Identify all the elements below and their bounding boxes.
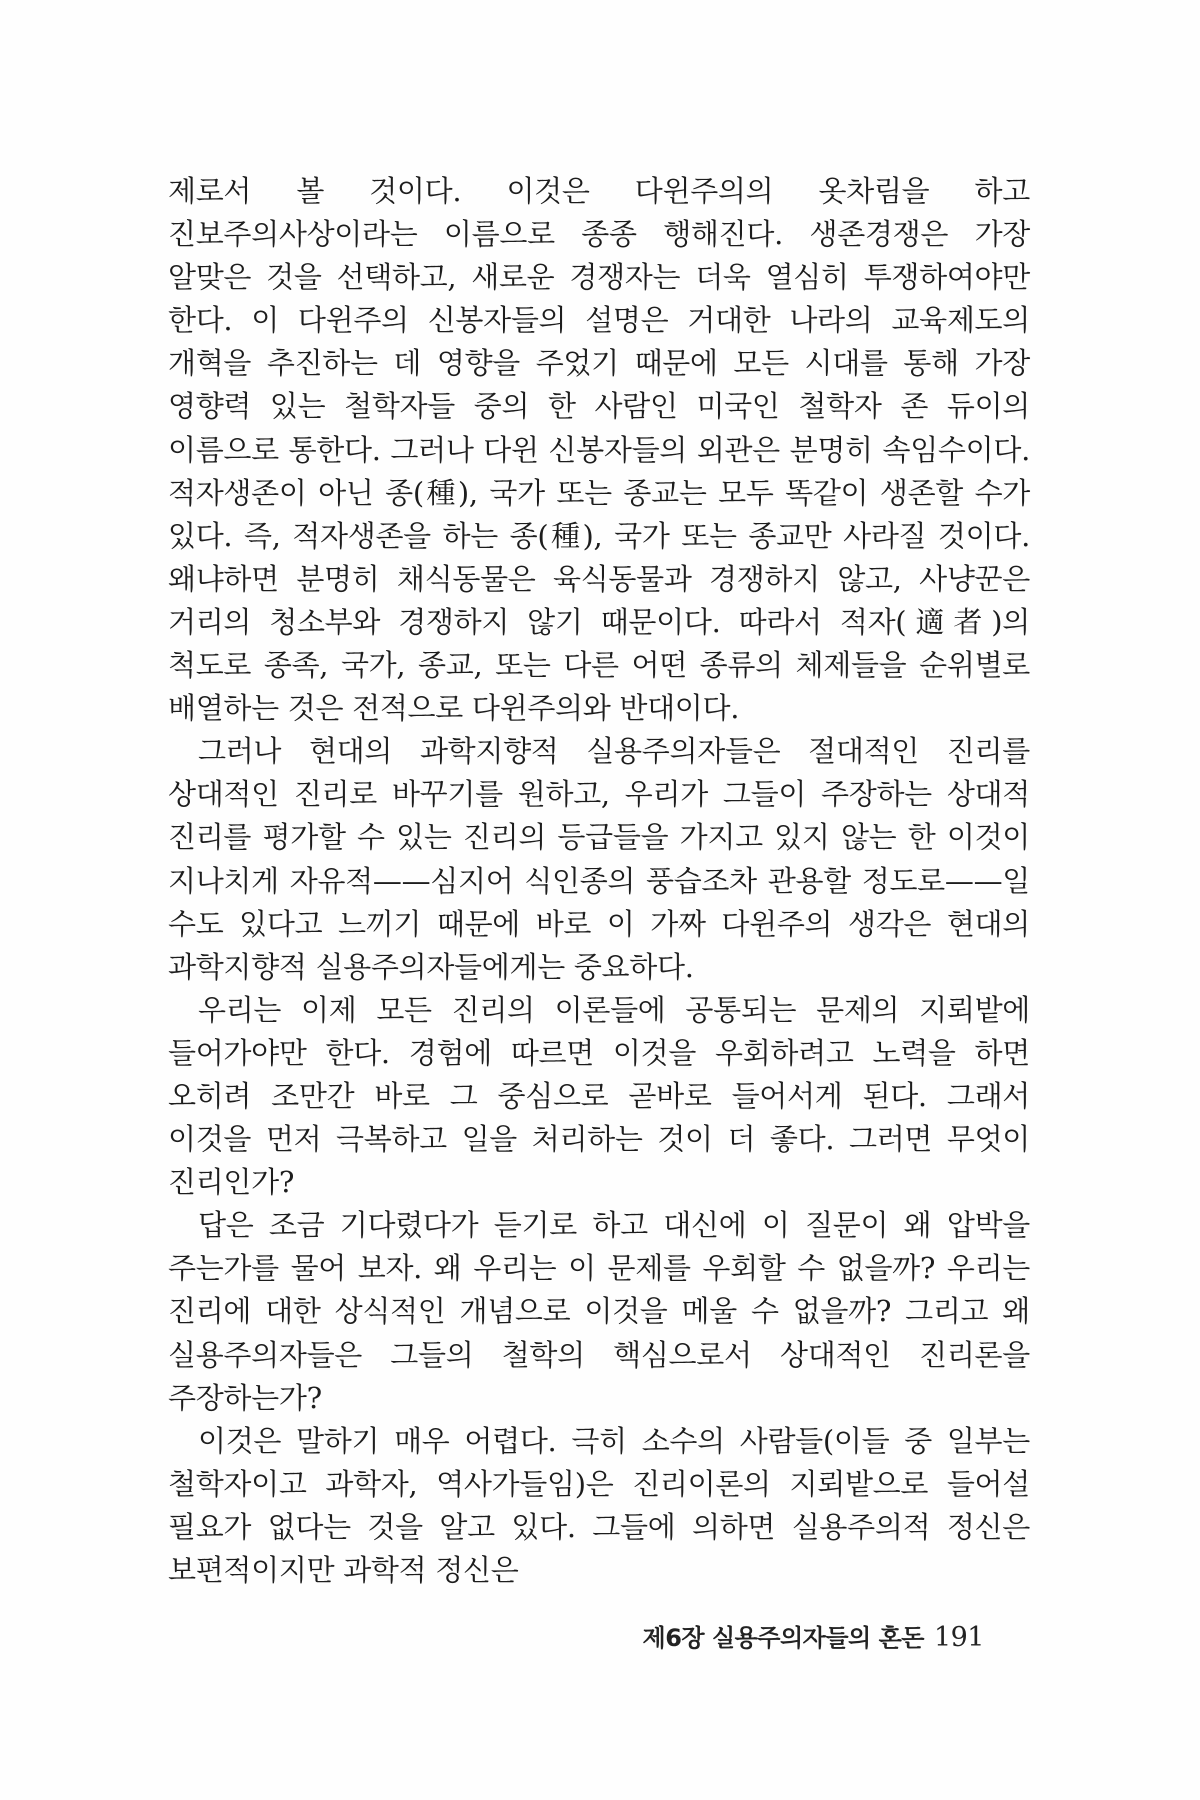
paragraph-truth-minefield: 우리는 이제 모든 진리의 이론들에 공통되는 문제의 지뢰밭에 들어가야만 한다. 경험에 따르면 이것을 우회하려고 노력을 하면 오히려 조만간 바로 그 중심으로 곧바로 들어서게 된다. 그래서 이것을 먼저 극복하고 일을 처리하는 것이 더 좋다. 그러면 무엇이 진리인가? [168, 992, 1030, 1200]
paragraph-pragmatists-relative-truth: 그러나 현대의 과학지향적 실용주의자들은 절대적인 진리를 상대적인 진리로 바꾸기를 원하고, 우리가 그들이 주장하는 상대적 진리를 평가할 수 있는 진리의 등급들을 가지고 있지 않는 한 이것이 지나치게 자유적——심지어 식인종의 풍습조차 관용할 정도로——일 수도 있다고 느끼기 때문에 바로 이 가짜 다윈주의 생각은 현대의 과학지향적 실용주의자들에게는 중요하다. [168, 734, 1030, 984]
paragraph-why-pressing-question: 답은 조금 기다렸다가 듣기로 하고 대신에 이 질문이 왜 압박을 주는가를 물어 보자. 왜 우리는 이 문제를 우회할 수 없을까? 우리는 진리에 대한 상식적인 개념으로 이것을 메울 수 없을까? 그리고 왜 실용주의자들은 그들의 철학의 핵심으로서 상대적인 진리론을 주장하는가? [168, 1208, 1030, 1415]
running-footer [643, 1618, 984, 1653]
chapter-title: 제6장 실용주의자들의 혼돈 [642, 1624, 924, 1652]
paragraph-continuation: 제로서 볼 것이다. 이것은 다윈주의의 옷차림을 하고 진보주의사상이라는 이름으로 종종 행해진다. 생존경쟁은 가장 알맞은 것을 선택하고, 새로운 경쟁자는 더욱 열심히 투쟁하여야만 한다. 이 다윈주의 신봉자들의 설명은 거대한 나라의 교육제도의 개혁을 추진하는 데 영향을 주었기 때문에 모든 시대를 통해 가장 영향력 있는 철학자들 중의 한 사람인 미국인 철학자 존 듀이의 이름으로 통한다. 그러나 다윈 신봉자들의 외관은 분명히 속임수이다. 적자생존이 아닌 종(種), 국가 또는 종교는 모두 똑같이 생존할 수가 있다. 즉, 적자생존을 하는 종(種), 국가 또는 종교만 사라질 것이다. 왜냐하면 분명히 채식동물은 육식동물과 경쟁하지 않고, 사냥꾼은 거리의 청소부와 경쟁하지 않기 때문이다. 따라서 적자(適者)의 척도로 종족, 국가, 종교, 또는 다른 어떤 종류의 체제들을 순위별로 배열하는 것은 전적으로 다윈주의와 반대이다. [168, 174, 1030, 726]
body-text [168, 170, 1030, 1592]
paragraph-hard-to-say: 이것은 말하기 매우 어렵다. 극히 소수의 사람들(이들 중 일부는 철학자이고 과학자, 역사가들임)은 진리이론의 지뢰밭으로 들어설 필요가 없다는 것을 알고 있다. 그들에 의하면 실용주의적 정신은 보편적이지만 과학적 정신은 [168, 1423, 1030, 1587]
page-number: 191 [933, 1622, 984, 1653]
